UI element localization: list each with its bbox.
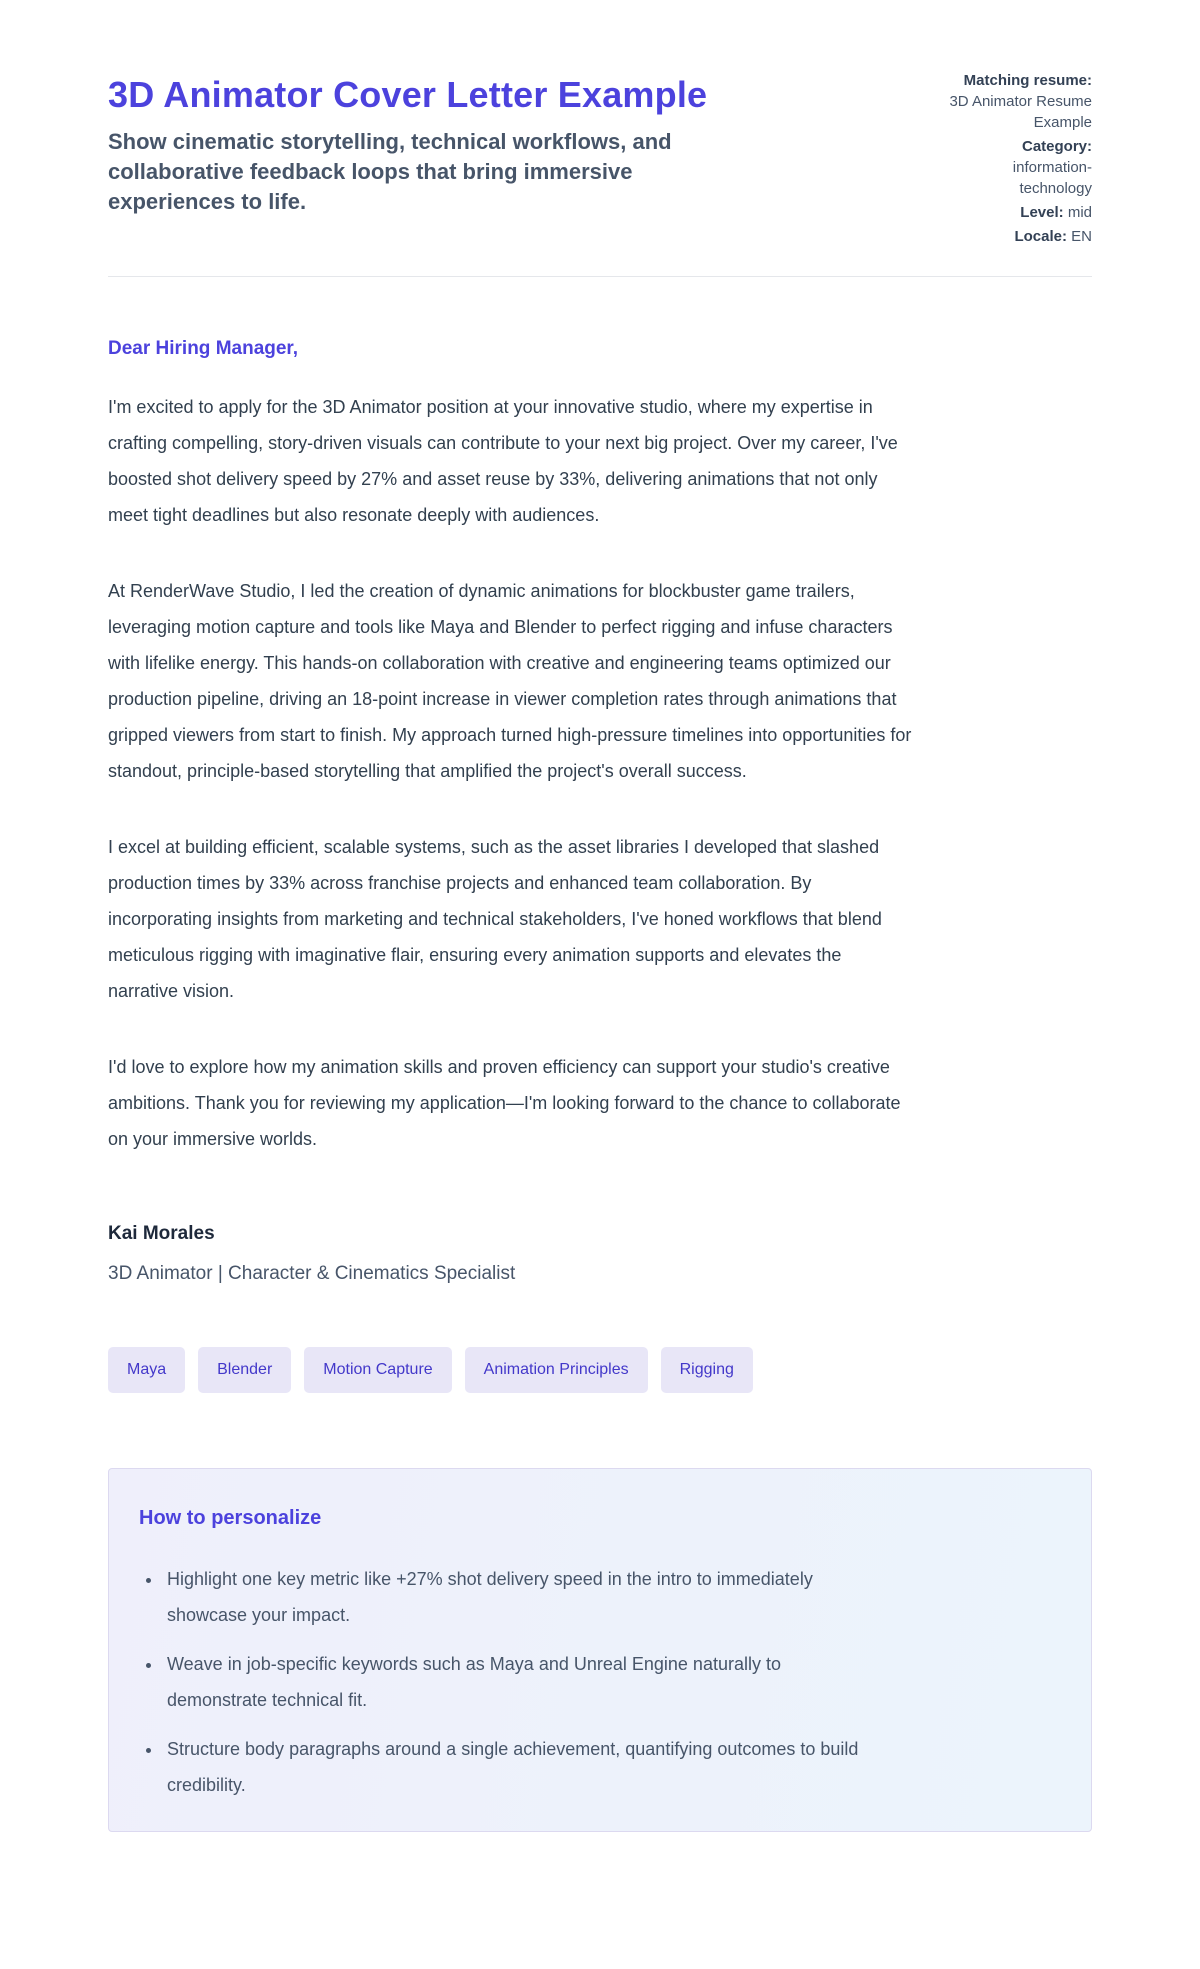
header [108, 70, 1092, 250]
signature-name: Kai Morales [108, 1223, 215, 1244]
personalize-tip: • Weave in job-specific keywords such as Maya and Unreal Engine naturally to demonstrate technical fit. [163, 1646, 869, 1718]
page-container [108, 0, 1092, 1892]
meta-matching-resume-value: 3D Animator Resume Example [949, 93, 1092, 131]
meta-level-label: Level: [1020, 204, 1064, 221]
meta-category [942, 136, 1092, 199]
meta-locale-label: Locale: [1014, 228, 1067, 245]
page-subtitle: Show cinematic storytelling, technical workflows, and collaborative feedback loops that bring immersive experiences to life. [108, 129, 672, 214]
personalize-heading: How to personalize [139, 1507, 322, 1529]
skill-tags-row [108, 1347, 1092, 1393]
header-divider [108, 276, 1092, 277]
skill-tag-rigging: Rigging [661, 1347, 753, 1393]
letter-paragraph: I'm excited to apply for the 3D Animator position at your innovative studio, where my expertise in crafting compelling, story-driven visuals can contribute to your next big project. Over my career, I've boosted shot delivery speed by 27% and asset reuse by 33%, delivering animations that not only meet tight deadlines but also resonate deeply with audiences. [108, 397, 898, 525]
title-block [108, 70, 748, 217]
salutation: Dear Hiring Manager, [108, 338, 299, 359]
signature-role: 3D Animator | Character & Cinematics Specialist [108, 1263, 516, 1284]
meta-locale [942, 226, 1092, 247]
letter-paragraph: At RenderWave Studio, I led the creation of dynamic animations for blockbuster game trailers, leveraging motion capture and tools like Maya and Blender to perfect rigging and infuse characters with lifelike energy. This hands-on collaboration with creative and engineering teams optimized our production pipeline, driving an 18-point increase in viewer completion rates through animations that gripped viewers from start to finish. My approach turned high-pressure timelines into opportunities for standout, principle-based storytelling that amplified the project's overall success. [108, 581, 912, 781]
cover-letter [108, 331, 1092, 1287]
personalize-tip: • Highlight one key metric like +27% shot delivery speed in the intro to immediately showcase your impact. [163, 1561, 869, 1633]
meta-block [942, 70, 1092, 250]
meta-category-value: information-technology [1012, 159, 1092, 197]
personalize-tip: • Structure body paragraphs around a single achievement, quantifying outcomes to build credibility. [163, 1731, 869, 1803]
skill-tag-maya: Maya [108, 1347, 185, 1393]
signature-block [108, 1221, 1092, 1287]
meta-matching-resume-label: Matching resume: [963, 72, 1092, 89]
meta-locale-value: EN [1071, 228, 1092, 245]
skill-tag-blender: Blender [198, 1347, 291, 1393]
meta-matching-resume [942, 70, 1092, 133]
letter-paragraph: I'd love to explore how my animation skills and proven efficiency can support your studio's creative ambitions. Thank you for reviewing my application—I'm looking forward to the chance to collaborate on your immersive worlds. [108, 1057, 901, 1149]
skill-tag-animation-principles: Animation Principles [465, 1347, 648, 1393]
meta-category-label: Category: [1021, 138, 1092, 155]
page-title: 3D Animator Cover Letter Example [108, 74, 708, 115]
personalize-box [108, 1468, 1092, 1832]
meta-level [942, 202, 1092, 223]
meta-level-value: mid [1067, 204, 1092, 221]
letter-paragraph: I excel at building efficient, scalable systems, such as the asset libraries I developed that slashed production times by 33% across franchise projects and enhanced team collaboration. By incorporating insights from marketing and technical stakeholders, I've honed workflows that blend meticulous rigging with imaginative flair, ensuring every animation supports and elevates the narrative vision. [108, 837, 882, 1001]
personalize-tips-list [139, 1561, 869, 1803]
skill-tag-motion-capture: Motion Capture [304, 1347, 451, 1393]
